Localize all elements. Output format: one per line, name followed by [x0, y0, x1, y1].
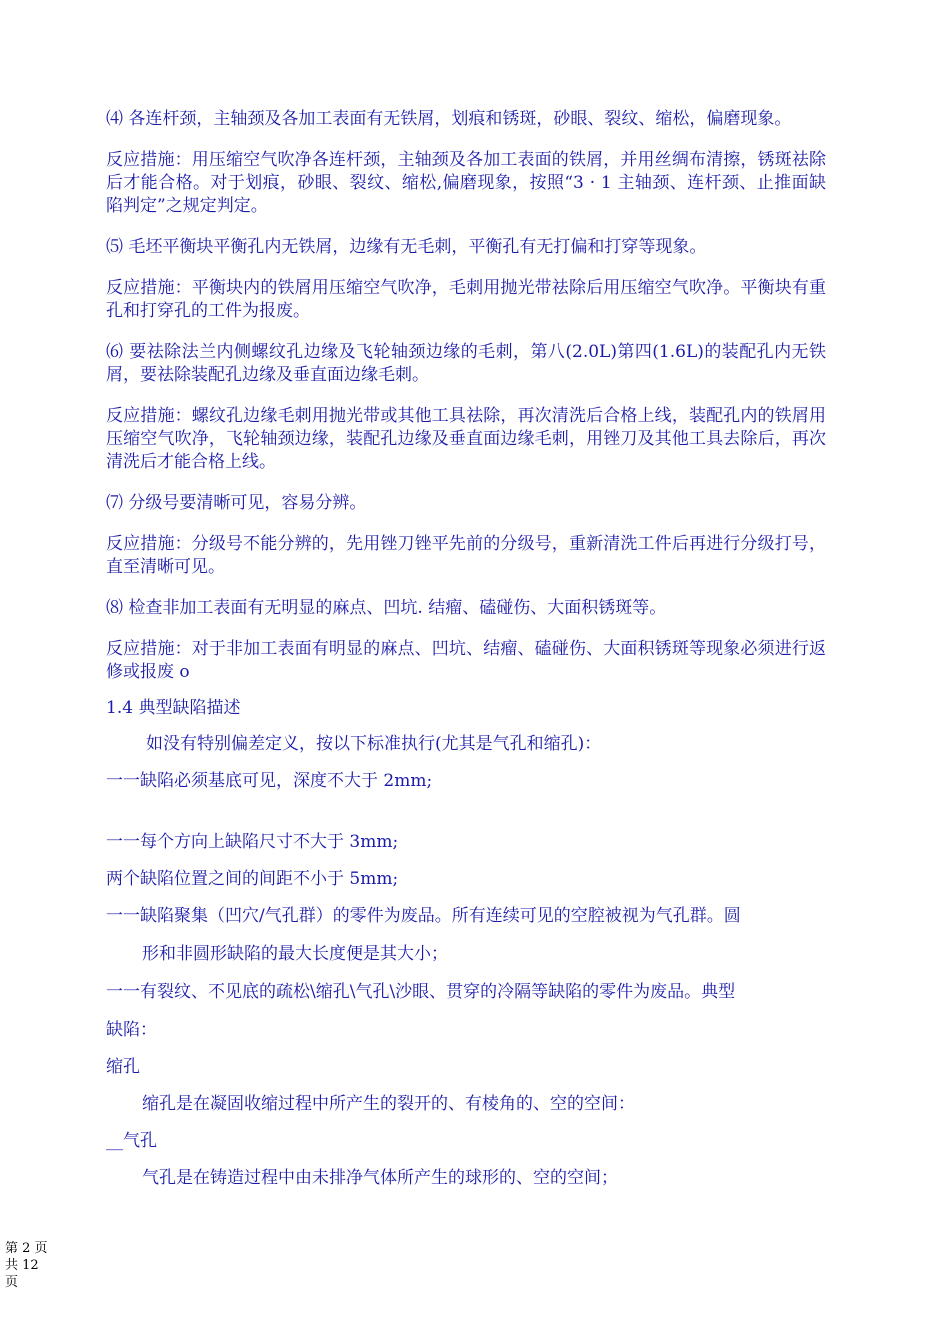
page-footer: [5, 1240, 51, 1291]
section-lead: 如没有特别偏差定义，按以下标准执行(尤其是气孔和缩孔)：: [146, 734, 602, 754]
defect-def-porosity: 气孔是在铸造过程中由未排净气体所产生的球形的、空的空间；: [142, 1168, 618, 1188]
document-body: [106, 108, 826, 1204]
check-item-5: ⑸ 毛坯平衡块平衡孔内无铁屑，边缘有无毛刺，平衡孔有无打偏和打穿等现象。: [106, 237, 707, 257]
measure-item-5: 反应措施：平衡块内的铁屑用压缩空气吹净，毛刺用抛光带祛除后用压缩空气吹净。平衡块有重孔和打穿孔的工件为报废。: [106, 278, 826, 321]
defect-term-shrinkage: 缩孔: [106, 1057, 140, 1077]
measure-item-8: 反应措施：对于非加工表面有明显的麻点、凹坑、结瘤、磕碰伤、大面积锈斑等现象必须进行返修或报废 o: [106, 639, 826, 682]
page-total-suffix: 页: [5, 1275, 19, 1290]
standard-line-3: 两个缺陷位置之间的间距不小于 5mm;: [106, 869, 399, 889]
measure-item-7: 反应措施：分级号不能分辨的，先用锉刀锉平先前的分级号，重新清洗工件后再进行分级打号，直至清晰可见。: [106, 534, 826, 577]
measure-item-4: 反应措施：用压缩空气吹净各连杆颈，主轴颈及各加工表面的铁屑，并用丝绸布清擦，锈斑祛除后才能合格。对于划痕，砂眼、裂纹、缩松,偏磨现象，按照“3 · 1 主轴颈、连杆颈、止推面缺陷判定”之规定判定。: [106, 150, 826, 216]
check-item-4: ⑷ 各连杆颈，主轴颈及各加工表面有无铁屑，划痕和锈斑，砂眼、裂纹、缩松，偏磨现象。: [106, 109, 792, 129]
section-heading: 1.4 典型缺陷描述: [106, 698, 241, 718]
check-item-8: ⑻ 检查非加工表面有无明显的麻点、凹坑. 结瘤、磕碰伤、大面积锈斑等。: [106, 598, 667, 618]
check-item-6: ⑹ 要祛除法兰内侧螺纹孔边缘及飞轮轴颈边缘的毛刺，第八(2.0L)第四(1.6L)的装配孔内无铁屑，要祛除装配孔边缘及垂直面边缘毛刺。: [106, 342, 826, 385]
standard-line-5-cont: 缺陷：: [106, 1020, 157, 1040]
page-number: 第 2 页: [5, 1241, 48, 1256]
standard-line-2: 一一每个方向上缺陷尺寸不大于 3mm;: [106, 832, 399, 852]
measure-item-6: 反应措施：螺纹孔边缘毛刺用抛光带或其他工具祛除，再次清洗后合格上线，装配孔内的铁屑用压缩空气吹净，飞轮轴颈边缘，装配孔边缘及垂直面边缘毛刺，用锉刀及其他工具去除后，再次清洗后才能合格上线。: [106, 406, 826, 472]
standard-line-4: 一一缺陷聚集（凹穴/气孔群）的零件为废品。所有连续可见的空腔被视为气孔群。圆: [106, 906, 741, 926]
defect-def-shrinkage: 缩孔是在凝固收缩过程中所产生的裂开的、有棱角的、空的空间：: [142, 1094, 635, 1114]
page-total: 共 12: [5, 1258, 39, 1273]
standard-line-1: 一一缺陷必须基底可见，深度不大于 2mm;: [106, 771, 433, 791]
standard-line-5: 一一有裂纹、不见底的疏松\缩孔\气孔\沙眼、贯穿的冷隔等缺陷的零件为废品。典型: [106, 982, 736, 1002]
standard-line-4-cont: 形和非圆形缺陷的最大长度便是其大小；: [142, 944, 448, 964]
defect-term-porosity: __气孔: [106, 1131, 157, 1151]
check-item-7: ⑺ 分级号要清晰可见，容易分辨。: [106, 493, 367, 513]
